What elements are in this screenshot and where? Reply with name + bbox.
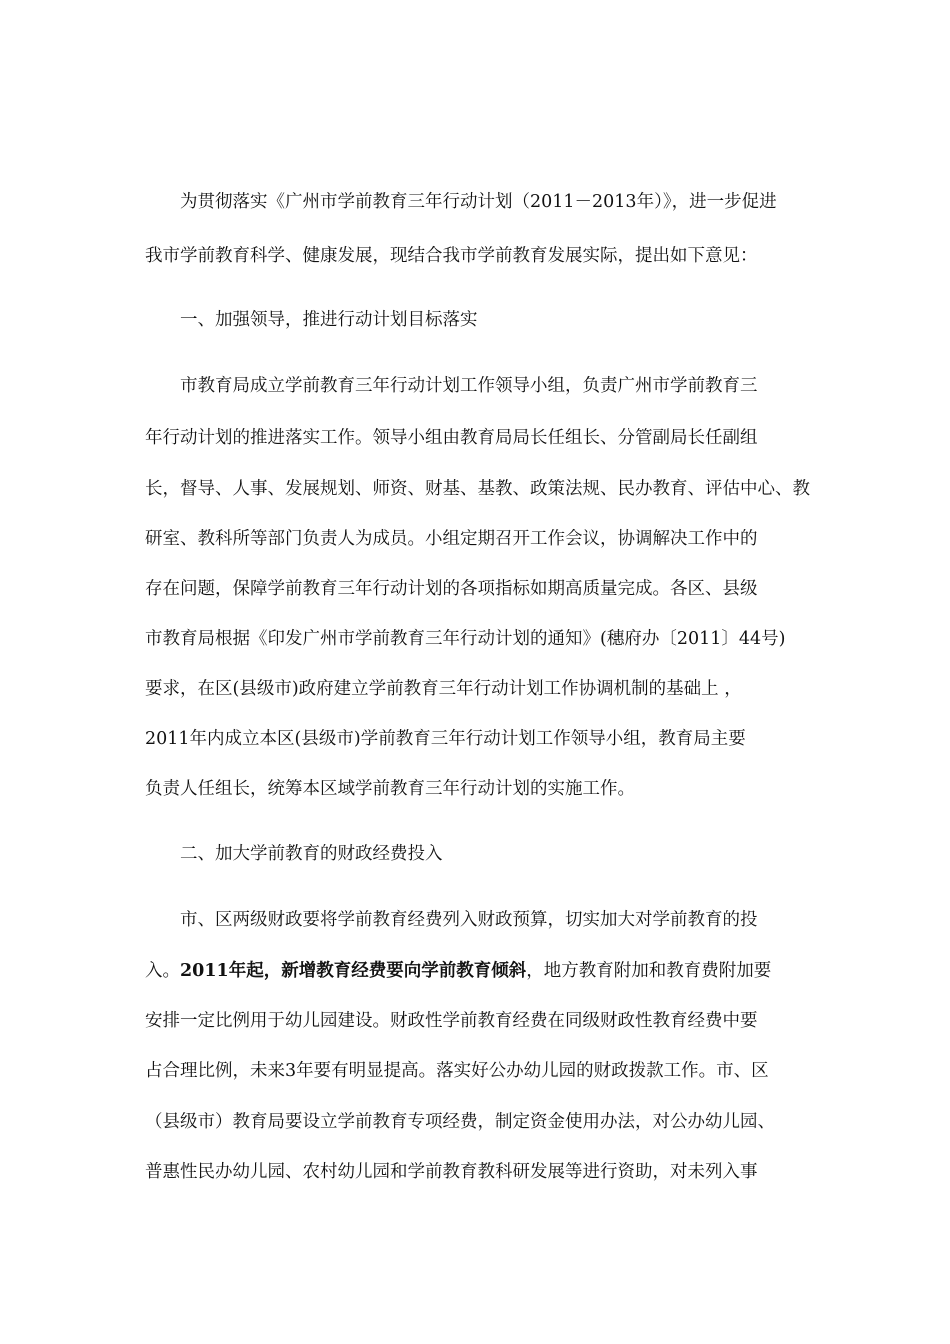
- section-1-line-8: 2011年内成立本区(县级市)学前教育三年行动计划工作领导小组，教育局主要: [145, 729, 746, 749]
- section-2-line-2: [145, 959, 815, 983]
- section-1-line-2: 年行动计划的推进落实工作。领导小组由教育局局长任组长、分管副局长任副组: [145, 428, 758, 448]
- section-2-heading: 二、加大学前教育的财政经费投入: [180, 844, 443, 864]
- section-1-line-1: 市教育局成立学前教育三年行动计划工作领导小组，负责广州市学前教育三: [180, 376, 758, 396]
- section-2-line-3: 安排一定比例用于幼儿园建设。财政性学前教育经费在同级财政性教育经费中要: [145, 1011, 758, 1031]
- section-1-heading: 一、加强领导，推进行动计划目标落实: [180, 310, 478, 330]
- section-2-line-2-start: 入。: [145, 961, 180, 981]
- section-2-line-4: 占合理比例，未来3年要有明显提高。落实好公办幼儿园的财政拨款工作。市、区: [145, 1061, 769, 1081]
- section-2-line-6: 普惠性民办幼儿园、农村幼儿园和学前教育教科研发展等进行资助，对未列入事: [145, 1162, 758, 1182]
- intro-line-1: 为贯彻落实《广州市学前教育三年行动计划（2011－2013年）》，进一步促进: [180, 192, 777, 212]
- section-1-line-9: 负责人任组长，统筹本区域学前教育三年行动计划的实施工作。: [145, 779, 635, 799]
- section-2-bold-emphasis: 2011年起，新增教育经费要向学前教育倾斜: [180, 961, 527, 981]
- intro-line-2: 我市学前教育科学、健康发展，现结合我市学前教育发展实际，提出如下意见：: [145, 246, 758, 266]
- section-2-line-2-end: ，地方教育附加和教育费附加要: [526, 961, 772, 981]
- section-1-line-6: 市教育局根据《印发广州市学前教育三年行动计划的通知》(穗府办〔2011〕44号): [145, 629, 786, 649]
- section-2-line-1: 市、区两级财政要将学前教育经费列入财政预算，切实加大对学前教育的投: [180, 910, 758, 930]
- section-1-line-4: 研室、教科所等部门负责人为成员。小组定期召开工作会议，协调解决工作中的: [145, 529, 758, 549]
- section-1-line-7: 要求，在区(县级市)政府建立学前教育三年行动计划工作协调机制的基础上 ，: [145, 679, 742, 699]
- section-2-line-5: （县级市）教育局要设立学前教育专项经费，制定资金使用办法，对公办幼儿园、: [145, 1112, 775, 1132]
- section-1-line-3: 长，督导、人事、发展规划、师资、财基、基教、政策法规、民办教育、评估中心、教: [145, 479, 810, 499]
- section-1-line-5: 存在问题，保障学前教育三年行动计划的各项指标如期高质量完成。各区、县级: [145, 579, 758, 599]
